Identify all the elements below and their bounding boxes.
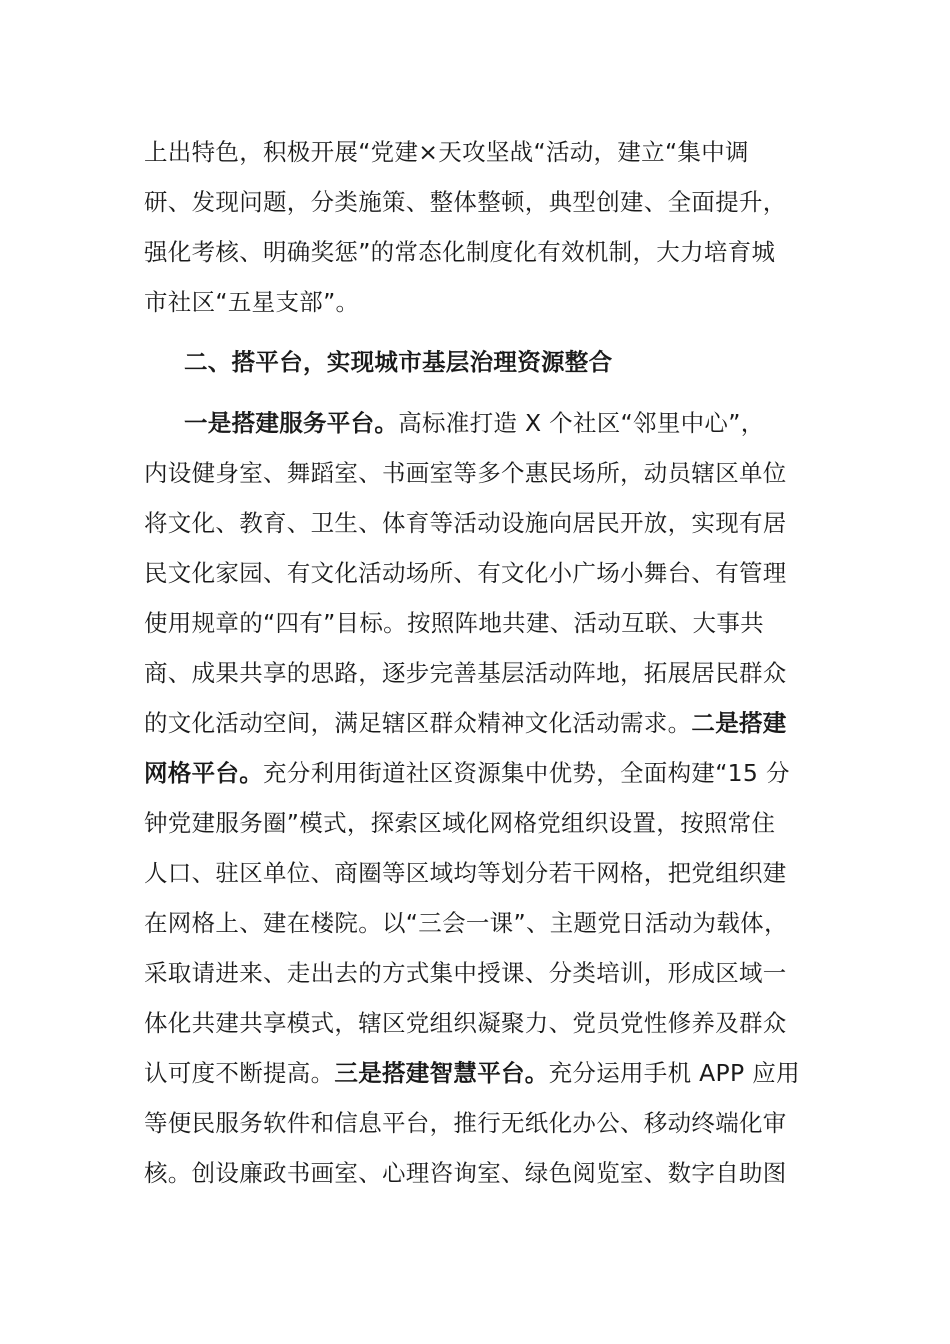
paragraph-2-line: 体化共建共享模式，辖区党组织凝聚力、党员党性修养及群众 xyxy=(144,1009,787,1037)
paragraph-2-line: 将文化、教育、卫生、体育等活动设施向居民开放，实现有居 xyxy=(144,509,787,537)
paragraph-2-line: 采取请进来、走出去的方式集中授课、分类培训，形成区域一 xyxy=(144,959,787,987)
paragraph-2-line xyxy=(144,748,812,798)
subheading-smart-platform: 三是搭建智慧平台。 xyxy=(334,1059,549,1087)
line-text: 的文化活动空间，满足辖区群众精神文化活动需求。 xyxy=(144,709,692,737)
paragraph-2-line: 人口、驻区单位、商圈等区域均等划分若干网格，把党组织建 xyxy=(144,859,787,887)
line-text: 认可度不断提高。 xyxy=(144,1059,335,1087)
section-heading-block xyxy=(144,337,812,387)
subheading-grid-platform-start: 二是搭建 xyxy=(691,709,787,737)
paragraph-2-line: 核。创设廉政书画室、心理咨询室、绿色阅览室、数字自助图 xyxy=(144,1159,787,1187)
paragraph-2-line: 钟党建服务圈”模式，探索区域化网格党组织设置，按照常住 xyxy=(144,809,776,837)
subheading-service-platform: 一是搭建服务平台。 xyxy=(184,409,399,437)
paragraph-1-line: 强化考核、明确奖惩”的常态化制度化有效机制，大力培育城 xyxy=(144,238,776,266)
paragraph-2-line xyxy=(144,398,812,448)
paragraph-2-line: 使用规章的“四有”目标。按照阵地共建、活动互联、大事共 xyxy=(144,609,764,637)
subheading-grid-platform-end: 网格平台。 xyxy=(144,759,263,787)
paragraph-2-line: 商、成果共享的思路，逐步完善基层活动阵地，拓展居民群众 xyxy=(144,659,787,687)
paragraph-1-line: 研、发现问题，分类施策、整体整顿，典型创建、全面提升， xyxy=(144,188,787,216)
line-text: 充分运用手机 APP 应用 xyxy=(548,1059,800,1087)
paragraph-1-line: 上出特色，积极开展“党建×天攻坚战“活动，建立“集中调 xyxy=(144,138,749,166)
paragraph-2-line xyxy=(144,698,812,748)
section-heading: 二、搭平台，实现城市基层治理资源整合 xyxy=(184,348,613,376)
paragraph-2-line: 等便民服务软件和信息平台，推行无纸化办公、移动终端化审 xyxy=(144,1109,787,1137)
paragraph-1 xyxy=(144,127,812,327)
line-text: 充分利用街道社区资源集中优势，全面构建“15 分 xyxy=(263,759,790,787)
paragraph-2 xyxy=(144,398,812,1198)
paragraph-2-line xyxy=(144,1048,812,1098)
line-text: 高标准打造 X 个社区“邻里中心”， xyxy=(398,409,765,437)
paragraph-1-line: 市社区“五星支部”。 xyxy=(144,288,360,316)
paragraph-2-line: 在网格上、建在楼院。以“三会一课”、主题党日活动为载体， xyxy=(144,909,788,937)
paragraph-2-line: 内设健身室、舞蹈室、书画室等多个惠民场所，动员辖区单位 xyxy=(144,459,787,487)
paragraph-2-line: 民文化家园、有文化活动场所、有文化小广场小舞台、有管理 xyxy=(144,559,787,587)
